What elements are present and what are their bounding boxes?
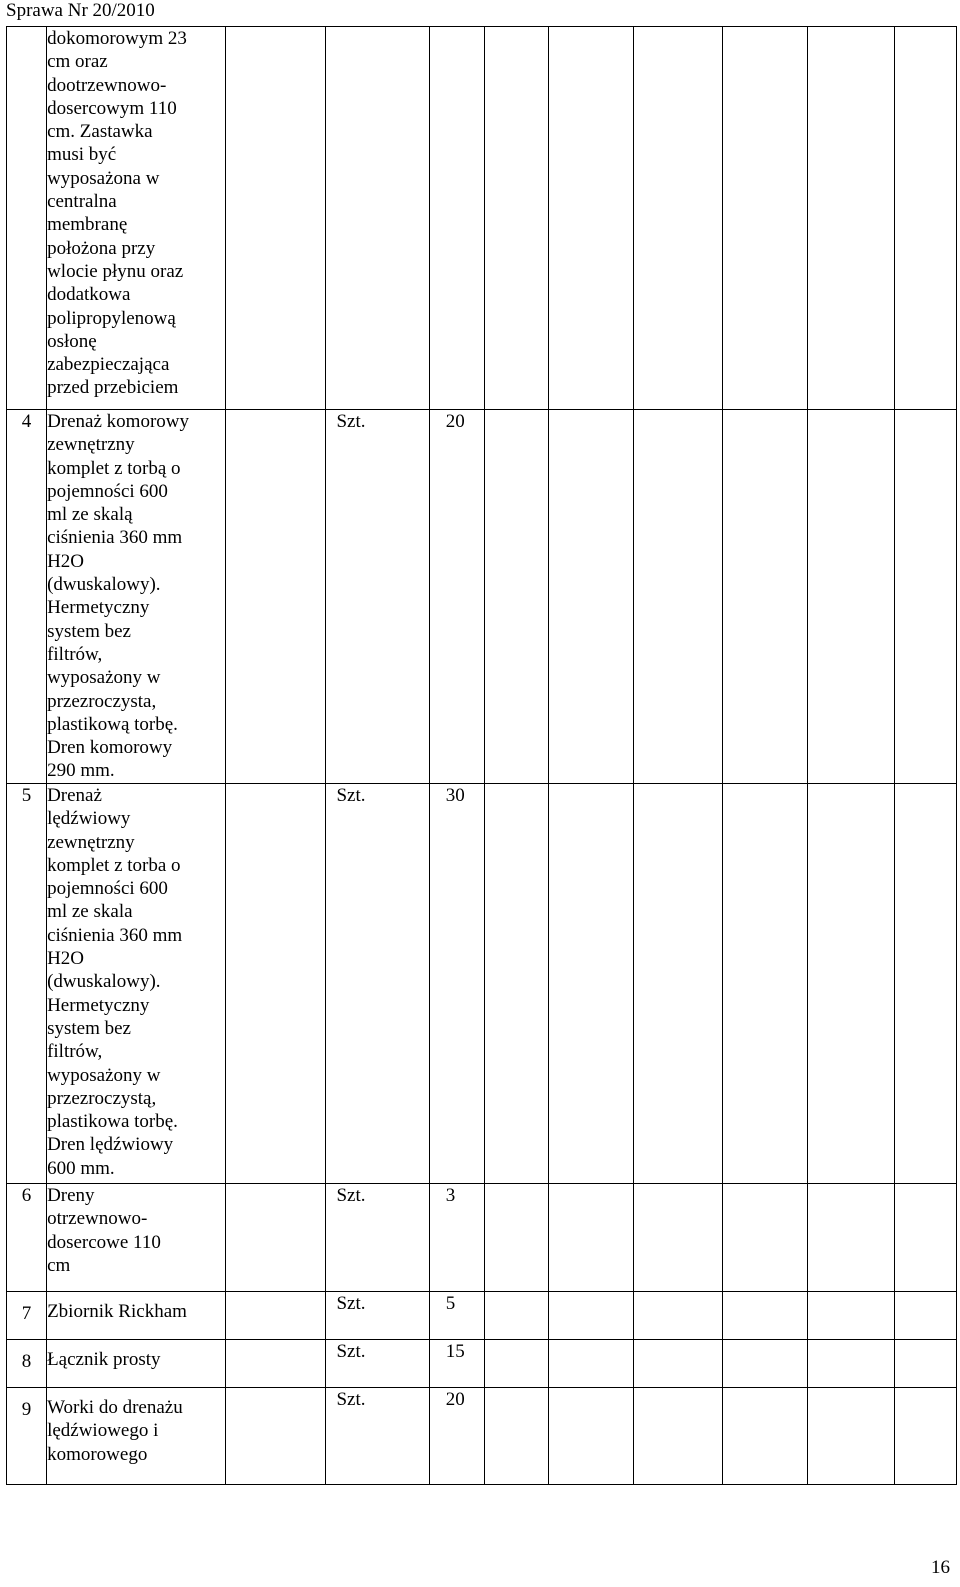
- table-row: [7, 784, 957, 1184]
- empty-cell: [808, 1184, 894, 1292]
- document-header: Sprawa Nr 20/2010: [6, 0, 155, 21]
- empty-cell: [808, 27, 894, 410]
- unit-label: Szt.: [336, 1293, 366, 1314]
- unit-cell: [326, 1292, 429, 1340]
- row-number: 6: [7, 1184, 47, 1292]
- empty-cell: [808, 1388, 894, 1485]
- empty-cell: [226, 1292, 326, 1340]
- empty-cell: [634, 784, 723, 1184]
- empty-cell: [548, 27, 633, 410]
- empty-cell: [634, 27, 723, 410]
- unit-cell: [326, 410, 429, 784]
- empty-cell: [484, 1292, 548, 1340]
- row-number: 7: [7, 1292, 47, 1340]
- empty-cell: [484, 410, 548, 784]
- unit-cell: [326, 784, 429, 1184]
- item-description-cell: [47, 27, 226, 410]
- item-description: Worki do drenażu lędźwiowego i komorowego: [47, 1397, 183, 1465]
- empty-cell: [722, 1292, 807, 1340]
- empty-cell: [722, 410, 807, 784]
- row-number: 9: [7, 1388, 47, 1485]
- empty-cell: [634, 1388, 723, 1485]
- quantity-cell: [429, 784, 484, 1184]
- empty-cell: [808, 1292, 894, 1340]
- table-row: [7, 1388, 957, 1485]
- quantity-cell: [429, 1340, 484, 1388]
- quantity-value: 5: [445, 1293, 456, 1314]
- empty-cell: [226, 1388, 326, 1485]
- empty-cell: [894, 1184, 956, 1292]
- empty-cell: [894, 410, 956, 784]
- row-number: [7, 27, 47, 410]
- empty-cell: [634, 1184, 723, 1292]
- quantity-cell: [429, 1388, 484, 1485]
- empty-cell: [548, 1388, 633, 1485]
- empty-cell: [484, 27, 548, 410]
- empty-cell: [226, 784, 326, 1184]
- empty-cell: [548, 410, 633, 784]
- unit-cell: [326, 1340, 429, 1388]
- empty-cell: [722, 1340, 807, 1388]
- item-description: Drenaż komorowy zewnętrzny komplet z torbą o pojemności 600 ml ze skalą ciśnienia 360 mm H2O (dwuskalowy). Hermetyczny system bez filtrów, wyposażony w przezroczysta, plastikową torbę. Dren komorowy 290 mm.: [47, 411, 189, 782]
- empty-cell: [894, 1340, 956, 1388]
- empty-cell: [484, 1388, 548, 1485]
- empty-cell: [548, 1340, 633, 1388]
- item-description-cell: [47, 1292, 226, 1340]
- empty-cell: [808, 1340, 894, 1388]
- quantity-cell: [429, 410, 484, 784]
- empty-cell: [634, 410, 723, 784]
- unit-label: Szt.: [336, 411, 366, 432]
- quantity-value: 30: [445, 785, 465, 806]
- empty-cell: [484, 1184, 548, 1292]
- quantity-value: 20: [445, 411, 465, 432]
- item-description-cell: [47, 1340, 226, 1388]
- empty-cell: [808, 784, 894, 1184]
- page-number: 16: [931, 1557, 950, 1578]
- item-description-cell: [47, 410, 226, 784]
- empty-cell: [484, 784, 548, 1184]
- unit-label: Szt.: [336, 1185, 366, 1206]
- empty-cell: [722, 1184, 807, 1292]
- empty-cell: [226, 1340, 326, 1388]
- item-description: dokomorowym 23 cm oraz dootrzewnowo- dosercowym 110 cm. Zastawka musi być wyposażona w centralna membranę położona przy wlocie płynu oraz dodatkowa polipropylenową osłonę zabezpieczająca przed przebiciem: [47, 28, 187, 399]
- item-description-cell: [47, 1388, 226, 1485]
- unit-cell: [326, 1388, 429, 1485]
- unit-label: Szt.: [336, 1341, 366, 1362]
- empty-cell: [808, 410, 894, 784]
- empty-cell: [484, 1340, 548, 1388]
- empty-cell: [226, 27, 326, 410]
- item-description-cell: [47, 784, 226, 1184]
- row-number: 4: [7, 410, 47, 784]
- empty-cell: [634, 1292, 723, 1340]
- empty-cell: [722, 784, 807, 1184]
- unit-label: Szt.: [336, 785, 366, 806]
- unit-cell: [326, 27, 429, 410]
- empty-cell: [722, 27, 807, 410]
- empty-cell: [894, 27, 956, 410]
- unit-cell: [326, 1184, 429, 1292]
- quantity-cell: [429, 27, 484, 410]
- item-description: Zbiornik Rickham: [47, 1301, 187, 1322]
- table-row: [7, 410, 957, 784]
- quantity-cell: [429, 1184, 484, 1292]
- item-description-cell: [47, 1184, 226, 1292]
- quantity-cell: [429, 1292, 484, 1340]
- empty-cell: [226, 1184, 326, 1292]
- item-description: Dreny otrzewnowo- dosercowe 110 cm: [47, 1185, 161, 1276]
- row-number: 8: [7, 1340, 47, 1388]
- empty-cell: [722, 1388, 807, 1485]
- quantity-value: 3: [445, 1185, 456, 1206]
- row-number: 5: [7, 784, 47, 1184]
- quantity-value: 15: [445, 1341, 465, 1362]
- quantity-value: 20: [445, 1389, 465, 1410]
- empty-cell: [548, 1292, 633, 1340]
- table-row: [7, 1340, 957, 1388]
- item-description: Drenaż lędźwiowy zewnętrzny komplet z torba o pojemności 600 ml ze skala ciśnienia 360 mm H2O (dwuskalowy). Hermetyczny system bez filtrów, wyposażony w przezroczystą, plastikowa torbę. Dren lędźwiowy 600 mm.: [47, 785, 183, 1179]
- table-row: [7, 27, 957, 410]
- table-row: [7, 1184, 957, 1292]
- empty-cell: [894, 784, 956, 1184]
- empty-cell: [226, 410, 326, 784]
- empty-cell: [548, 1184, 633, 1292]
- empty-cell: [894, 1292, 956, 1340]
- table-row: [7, 1292, 957, 1340]
- specification-table: [6, 26, 957, 1485]
- unit-label: Szt.: [336, 1389, 366, 1410]
- empty-cell: [894, 1388, 956, 1485]
- empty-cell: [634, 1340, 723, 1388]
- empty-cell: [548, 784, 633, 1184]
- item-description: Łącznik prosty: [47, 1349, 161, 1370]
